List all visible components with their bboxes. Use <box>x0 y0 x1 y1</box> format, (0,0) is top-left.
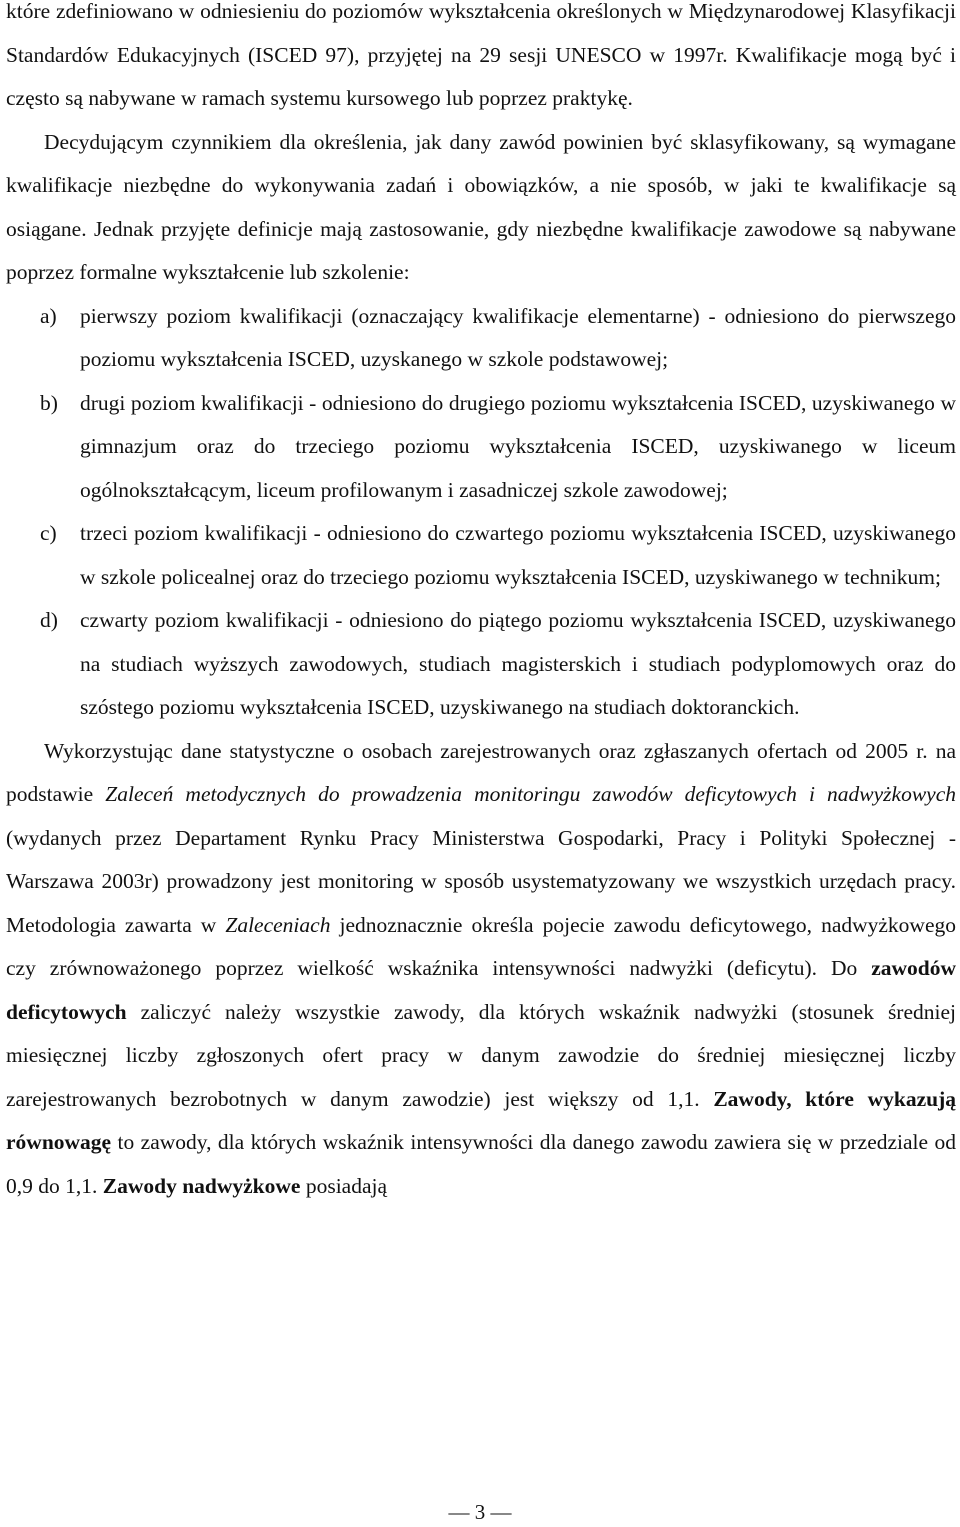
list-marker: c) <box>40 521 57 545</box>
list-item-text: pierwszy poziom kwalifikacji (oznaczający kwalifikacje elementarne) - odniesiono do pierwszego poziomu wykształcenia ISCED, uzyskanego w szkole podstawowej; <box>80 303 956 371</box>
text-run: jednoznacznie określa pojecie zawodu deficytowego, nadwyżkowego czy zrównoważonego poprzez wielkość wskaźnika intensywności nadwyżki (deficytu). Do <box>6 912 957 980</box>
list-marker: a) <box>40 303 57 328</box>
list-item-text: drugi poziom kwalifikacji - odniesiono do drugiego poziomu wykształcenia ISCED, uzyskiwanego w gimnazjum oraz do trzeciego poziomu wykształcenia ISCED, uzyskiwanego w liceum ogólnokształcącym, liceum profilowanym i zasadniczej szkole zawodowej; <box>80 390 956 502</box>
italic-recommendations: Zaleceniach <box>225 912 331 937</box>
bold-surplus-occupations: Zawody nadwyżkowe <box>102 1173 301 1198</box>
bold-balanced-occupations: Zawody, które wykazują równowagę <box>6 1086 956 1154</box>
document-body <box>6 0 956 1208</box>
list-item <box>6 382 956 513</box>
bold-deficit-occupations: zawodów deficytowych <box>6 956 956 1024</box>
list-marker: b) <box>40 390 58 415</box>
list-marker: d) <box>40 608 58 632</box>
text-run: (wydanych przez Departament Rynku Pracy Ministerstwa Gospodarki, Pracy i Polityki Społecznej - Warszawa 2003r) prowadzony jest monitoring w sposób usystematyzowany we wszystkich urzędach pracy. Metodologia zawarta w <box>6 825 956 937</box>
page-number: — 3 — <box>448 1500 512 1524</box>
paragraph-decisive-factor: Decydującym czynnikiem dla określenia, jak dany zawód powinien być sklasyfikowany, są wymagane kwalifikacje niezbędne do wykonywania zadań i obowiązków, a nie sposób, w jaki te kwalifikacje są osiągane. Jednak przyjęte definicje mają zastosowanie, gdy niezbędne kwalifikacje zawodowe są nabywane poprzez formalne wykształcenie lub szkolenie: <box>6 129 956 284</box>
text-run: to zawody, dla których wskaźnik intensywności dla danego zawodu zawiera się w przedziale od 0,9 do 1,1. <box>6 1130 956 1198</box>
list-item-text: trzeci poziom kwalifikacji - odniesiono do czwartego poziomu wykształcenia ISCED, uzyskiwanego w szkole policealnej oraz do trzeciego poziomu wykształcenia ISCED, uzyskiwanego w technikum; <box>80 521 956 589</box>
text-run: posiadają <box>300 1173 388 1198</box>
text-run: zaliczyć należy wszystkie zawody, dla których wskaźnik nadwyżki (stosunek średniej miesięcznej liczby zgłoszonych ofert pracy w danym zawodzie do średniej miesięcznej liczby zarejestrowanych bezrobotnych w danym zawodzie) jest większy od 1,1. <box>6 999 956 1111</box>
paragraph-monitoring <box>6 730 956 1209</box>
list-item <box>6 599 956 730</box>
list-item <box>6 512 956 599</box>
qualification-levels-list <box>6 295 956 730</box>
list-item-text: czwarty poziom kwalifikacji - odniesiono do piątego poziomu wykształcenia ISCED, uzyskiwanego na studiach wyższych zawodowych, studiach magisterskich i studiach podyplomowych oraz do szóstego poziomu wykształcenia ISCED, uzyskiwanego na studiach doktoranckich. <box>80 608 956 719</box>
text-run: Wykorzystując dane statystyczne o osobach zarejestrowanych oraz zgłaszanych ofertach od 2005 r. na podstawie <box>6 738 956 806</box>
list-item <box>6 295 956 382</box>
italic-title-recommendations: Zaleceń metodycznych do prowadzenia monitoringu zawodów deficytowych i nadwyżkowych <box>105 782 956 806</box>
paragraph-intro: które zdefiniowano w odniesieniu do poziomów wykształcenia określonych w Międzynarodowej Klasyfikacji Standardów Edukacyjnych (ISCED 97), przyjętej na 29 sesji UNESCO w 1997r. Kwalifikacje mogą być i często są nabywane w ramach systemu kursowego lub poprzez praktykę. <box>6 0 956 110</box>
